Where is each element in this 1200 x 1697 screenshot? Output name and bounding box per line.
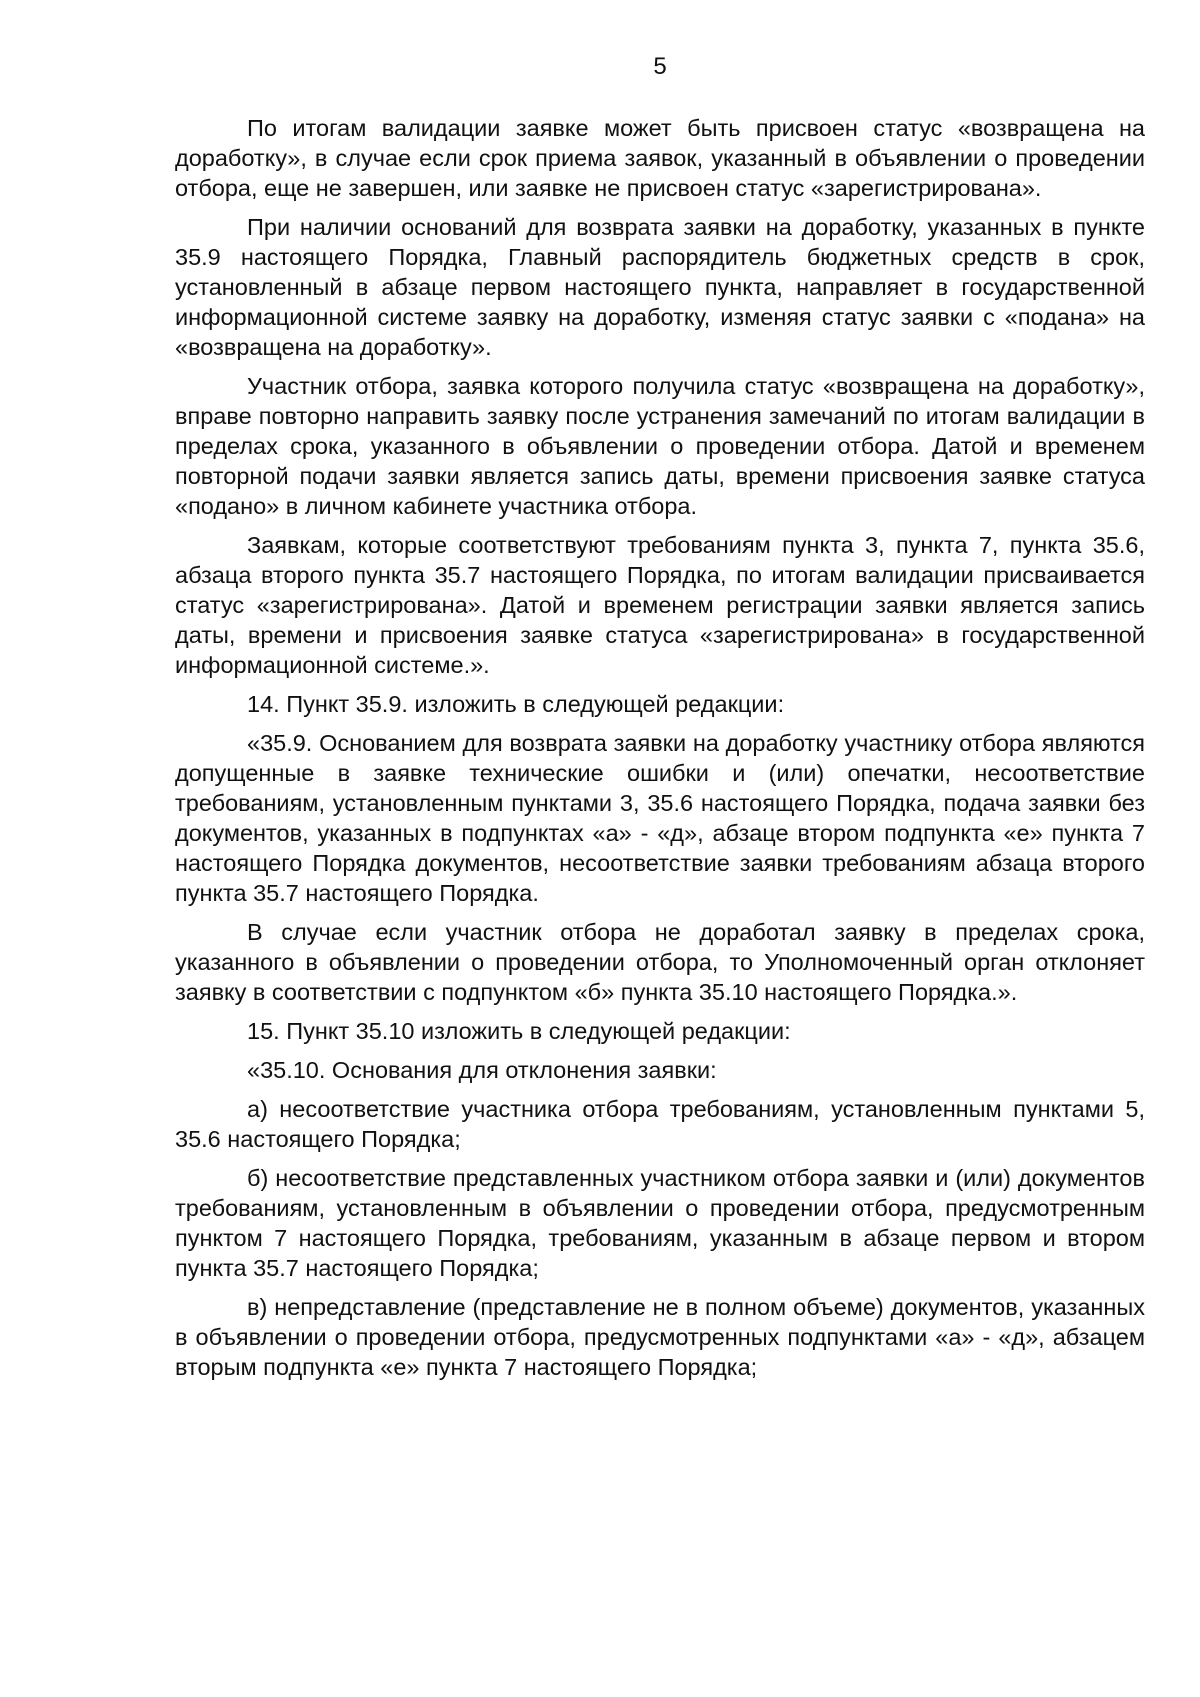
paragraph-35-9: «35.9. Основанием для возврата заявки на доработку участнику отбора являются допущенные в заявке технические ошибки и (или) опечатки, несоответствие требованиям, установленным пунктами 3, 35.6 настоящего Порядка, подача заявки без документов, указанных в подпунктах «а» - «д», абзаце втором подпункта «е» пункта 7 настоящего Порядка документов, несоответствие заявки требованиям абзаца второго пункта 35.7 настоящего Порядка. [175,730,1145,906]
page-number: 5 [653,53,667,80]
paragraph-validation-return: По итогам валидации заявке может быть присвоен статус «возвращена на доработку», в случае если срок приема заявок, указанный в объявлении о проведении отбора, еще не завершен, или заявке не присвоен статус «зарегистрирована». [175,115,1145,201]
paragraph-resubmission: Участник отбора, заявка которого получила статус «возвращена на доработку», вправе повторно направить заявку после устранения замечаний по итогам валидации в пределах срока, указанного в объявлении о проведении отбора. Датой и временем повторной подачи заявки является запись даты, времени присвоения заявке статуса «подано» в личном кабинете участника отбора. [175,373,1145,519]
paragraph-item-14: 14. Пункт 35.9. изложить в следующей редакции: [247,691,785,717]
list-item-b: б) несоответствие представленных участником отбора заявки и (или) документов требованиям, установленным в объявлении о проведении отбора, предусмотренным пунктом 7 настоящего Порядка, требованиям, указанным в абзаце первом и втором пункта 35.7 настоящего Порядка; [175,1165,1145,1281]
paragraph-35-10: «35.10. Основания для отклонения заявки: [247,1057,717,1083]
paragraph-return-grounds: При наличии оснований для возврата заявки на доработку, указанных в пункте 35.9 настоящего Порядка, Главный распорядитель бюджетных средств в срок, установленный в абзаце первом настоящего пункта, направляет в государственной информационной системе заявку на доработку, изменяя статус заявки с «подана» на «возвращена на доработку». [175,214,1145,360]
list-item-a: а) несоответствие участника отбора требованиям, установленным пунктами 5, 35.6 настоящего Порядка; [175,1096,1145,1152]
document-body [175,113,1145,1391]
paragraph-registration: Заявкам, которые соответствуют требованиям пункта 3, пункта 7, пункта 35.6, абзаца второго пункта 35.7 настоящего Порядка, по итогам валидации присваивается статус «зарегистрирована». Датой и временем регистрации заявки является запись даты, времени и присвоения заявке статуса «зарегистрирована» в государственной информационной системе.». [175,532,1145,678]
list-item-v: в) непредставление (представление не в полном объеме) документов, указанных в объявлении о проведении отбора, предусмотренных подпунктами «а» - «д», абзацем вторым подпункта «е» пункта 7 настоящего Порядка; [175,1294,1145,1380]
paragraph-item-15: 15. Пункт 35.10 изложить в следующей редакции: [247,1018,791,1044]
paragraph-35-9-rejection: В случае если участник отбора не доработал заявку в пределах срока, указанного в объявлении о проведении отбора, то Уполномоченный орган отклоняет заявку в соответствии с подпунктом «б» пункта 35.10 настоящего Порядка.». [175,919,1145,1005]
